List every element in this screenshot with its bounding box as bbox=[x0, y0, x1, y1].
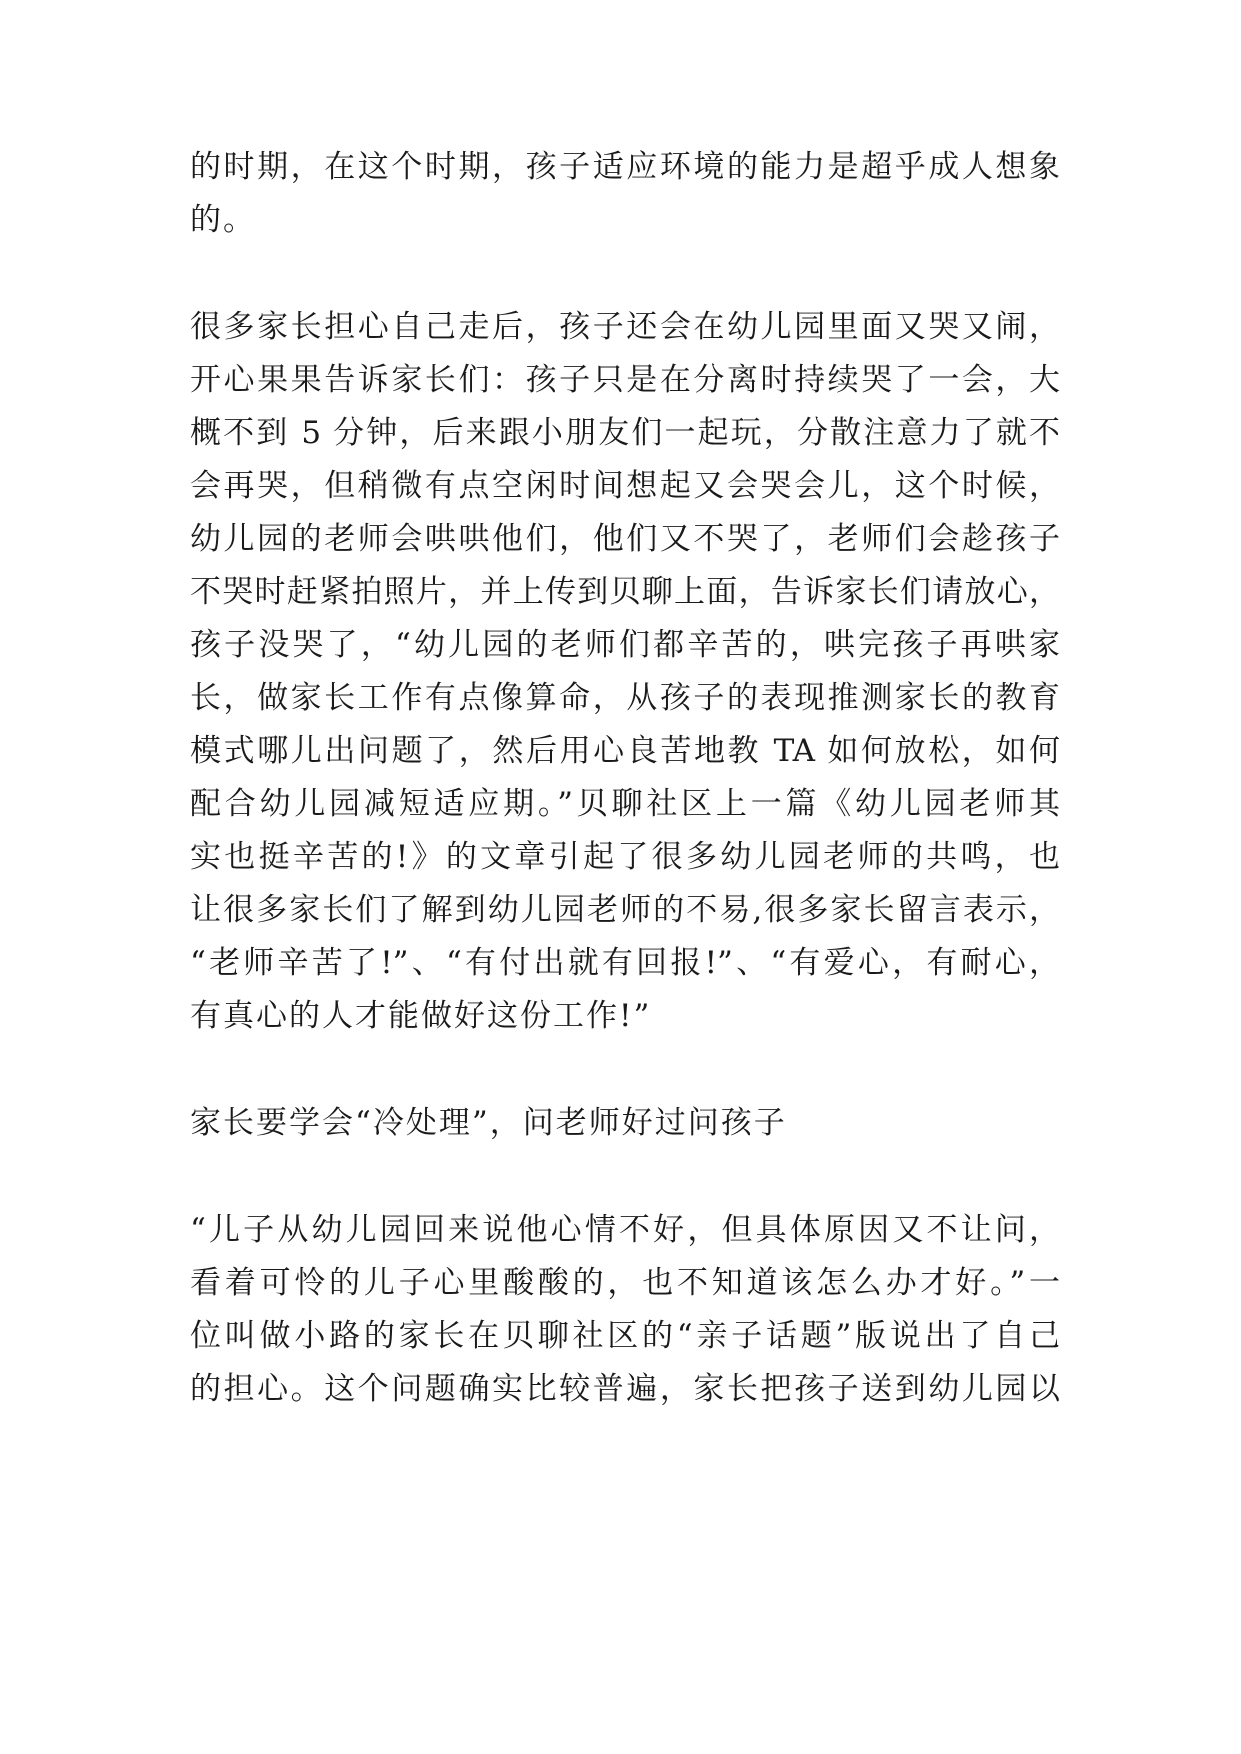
paragraph-2-line-9: 模式哪儿出问题了，然后用心良苦地教 TA 如何放松，如何 bbox=[190, 733, 1060, 769]
paragraph-4-line-3: 位叫做小路的家长在贝聊社区的“亲子话题”版说出了自己 bbox=[190, 1318, 1060, 1354]
paragraph-2-line-5: 幼儿园的老师会哄哄他们，他们又不哭了，老师们会趁孩子 bbox=[190, 521, 1060, 557]
paragraph-2-line-3: 概不到 5 分钟，后来跟小朋友们一起玩，分散注意力了就不 bbox=[190, 415, 1060, 451]
paragraph-4-line-2: 看着可怜的儿子心里酸酸的，也不知道该怎么办才好。”一 bbox=[190, 1265, 1060, 1301]
paragraph-2-line-13: “老师辛苦了!”、“有付出就有回报!”、“有爱心，有耐心， bbox=[190, 945, 1060, 981]
paragraph-2-line-2: 开心果果告诉家长们：孩子只是在分离时持续哭了一会，大 bbox=[190, 362, 1060, 398]
paragraph-2-line-14: 有真心的人才能做好这份工作!” bbox=[190, 998, 652, 1034]
paragraph-2-line-8: 长，做家长工作有点像算命，从孩子的表现推测家长的教育 bbox=[190, 680, 1060, 716]
paragraph-1-line-2: 的。 bbox=[190, 202, 256, 238]
section-heading: 家长要学会“冷处理”，问老师好过问孩子 bbox=[190, 1105, 787, 1141]
paragraph-2-line-10: 配合幼儿园减短适应期。”贝聊社区上一篇《幼儿园老师其 bbox=[190, 786, 1060, 822]
paragraph-2-line-7: 孩子没哭了，“幼儿园的老师们都辛苦的，哄完孩子再哄家 bbox=[190, 627, 1060, 663]
paragraph-2-line-11: 实也挺辛苦的!》的文章引起了很多幼儿园老师的共鸣，也 bbox=[190, 839, 1060, 875]
paragraph-2-line-4: 会再哭，但稍微有点空闲时间想起又会哭会儿，这个时候， bbox=[190, 468, 1060, 504]
paragraph-1-line-1: 的时期，在这个时期，孩子适应环境的能力是超乎成人想象 bbox=[190, 149, 1060, 185]
paragraph-2-line-1: 很多家长担心自己走后，孩子还会在幼儿园里面又哭又闹， bbox=[190, 309, 1060, 345]
paragraph-4-line-4: 的担心。这个问题确实比较普遍，家长把孩子送到幼儿园以 bbox=[190, 1371, 1060, 1407]
paragraph-2-line-6: 不哭时赶紧拍照片，并上传到贝聊上面，告诉家长们请放心， bbox=[190, 574, 1060, 610]
paragraph-2-line-12: 让很多家长们了解到幼儿园老师的不易,很多家长留言表示， bbox=[190, 892, 1060, 928]
paragraph-4-line-1: “儿子从幼儿园回来说他心情不好，但具体原因又不让问， bbox=[190, 1212, 1060, 1248]
